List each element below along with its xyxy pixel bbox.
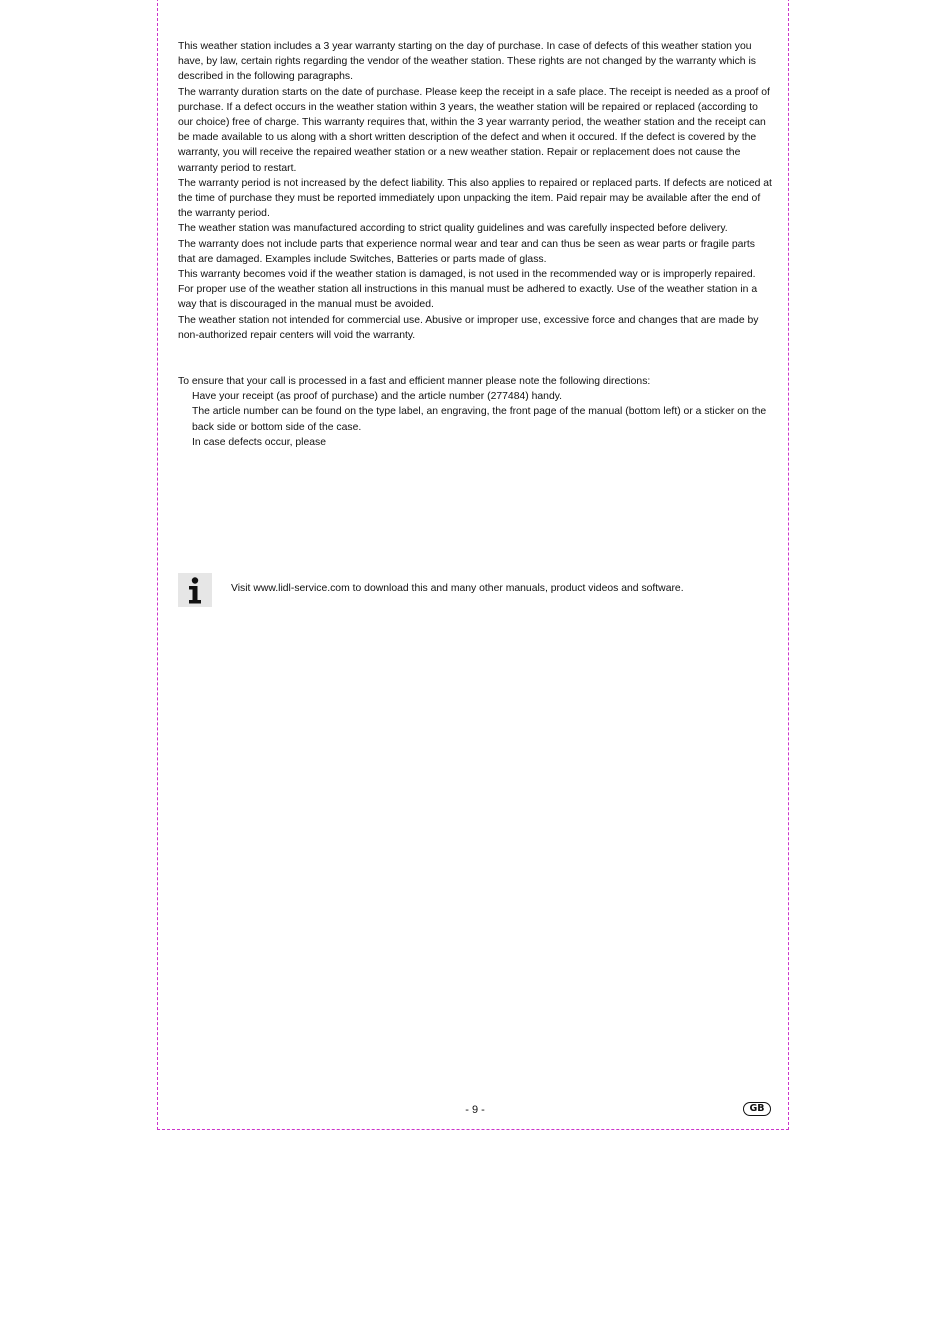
- warranty-period-paragraph: The warranty period is not increased by the defect liability. This also applies to repaired or replaced parts. If defects are noticed at the time of purchase they must be reported immediately upon unpacking the item. Paid repair may be available after the end of the warranty period.: [178, 177, 772, 220]
- list-item: Have your receipt (as proof of purchase) and the article number (277484) handy.: [192, 391, 563, 403]
- country-badge: GB: [743, 1102, 771, 1116]
- warranty-text: [178, 39, 772, 450]
- directions-block: [178, 374, 772, 450]
- list-item: In case defects occur, please: [192, 436, 327, 448]
- warranty-duration-paragraph: The warranty duration starts on the date of purchase. Please keep the receipt in a safe place. The receipt is needed as a proof of purchase. If a defect occurs in the weather station within 3 years, the weather station will be repaired or replaced (according to our choice) free of charge. This warranty requires that, within the 3 year warranty period, the weather station and the receipt can be made available to us along with a short written description of the defect and when it occured. If the defect is covered by the warranty, you will receive the repaired weather station or a new weather station. Repair or replacement does not cause the warranty period to restart.: [178, 86, 770, 174]
- quality-block: [178, 221, 772, 343]
- quality-line: This warranty becomes void if the weather station is damaged, is not used in the recommended way or is improperly repaired.: [178, 269, 756, 281]
- page-number: - 9 -: [465, 1104, 485, 1116]
- info-icon: [178, 573, 212, 607]
- directions-intro: To ensure that your call is processed in a fast and efficient manner please note the following directions:: [178, 376, 651, 388]
- directions-list: [178, 389, 772, 450]
- quality-line: The weather station not intended for commercial use. Abusive or improper use, excessive force and changes that are made by non-authorized repair centers will void the warranty.: [178, 314, 759, 341]
- warranty-intro-paragraph: This weather station includes a 3 year warranty starting on the day of purchase. In case of defects of this weather station you have, by law, certain rights regarding the vendor of the weather station. These rights are not changed by the warranty which is described in the following paragraphs.: [178, 41, 756, 83]
- info-note: [178, 573, 772, 607]
- quality-line: The weather station was manufactured according to strict quality guidelines and was carefully inspected before delivery.: [178, 223, 728, 235]
- quality-line: The warranty does not include parts that experience normal wear and tear and can thus be seen as wear parts or fragile parts that are damaged. Examples include Switches, Batteries or parts made of glass.: [178, 238, 756, 265]
- quality-line: For proper use of the weather station all instructions in this manual must be adhered to exactly. Use of the weather station in a way that is discouraged in the manual must be avoided.: [178, 284, 758, 311]
- list-item: The article number can be found on the type label, an engraving, the front page of the manual (bottom left) or a sticker on the back side or bottom side of the case.: [192, 406, 767, 433]
- info-text: Visit www.lidl-service.com to download this and many other manuals, product videos and software.: [231, 583, 684, 594]
